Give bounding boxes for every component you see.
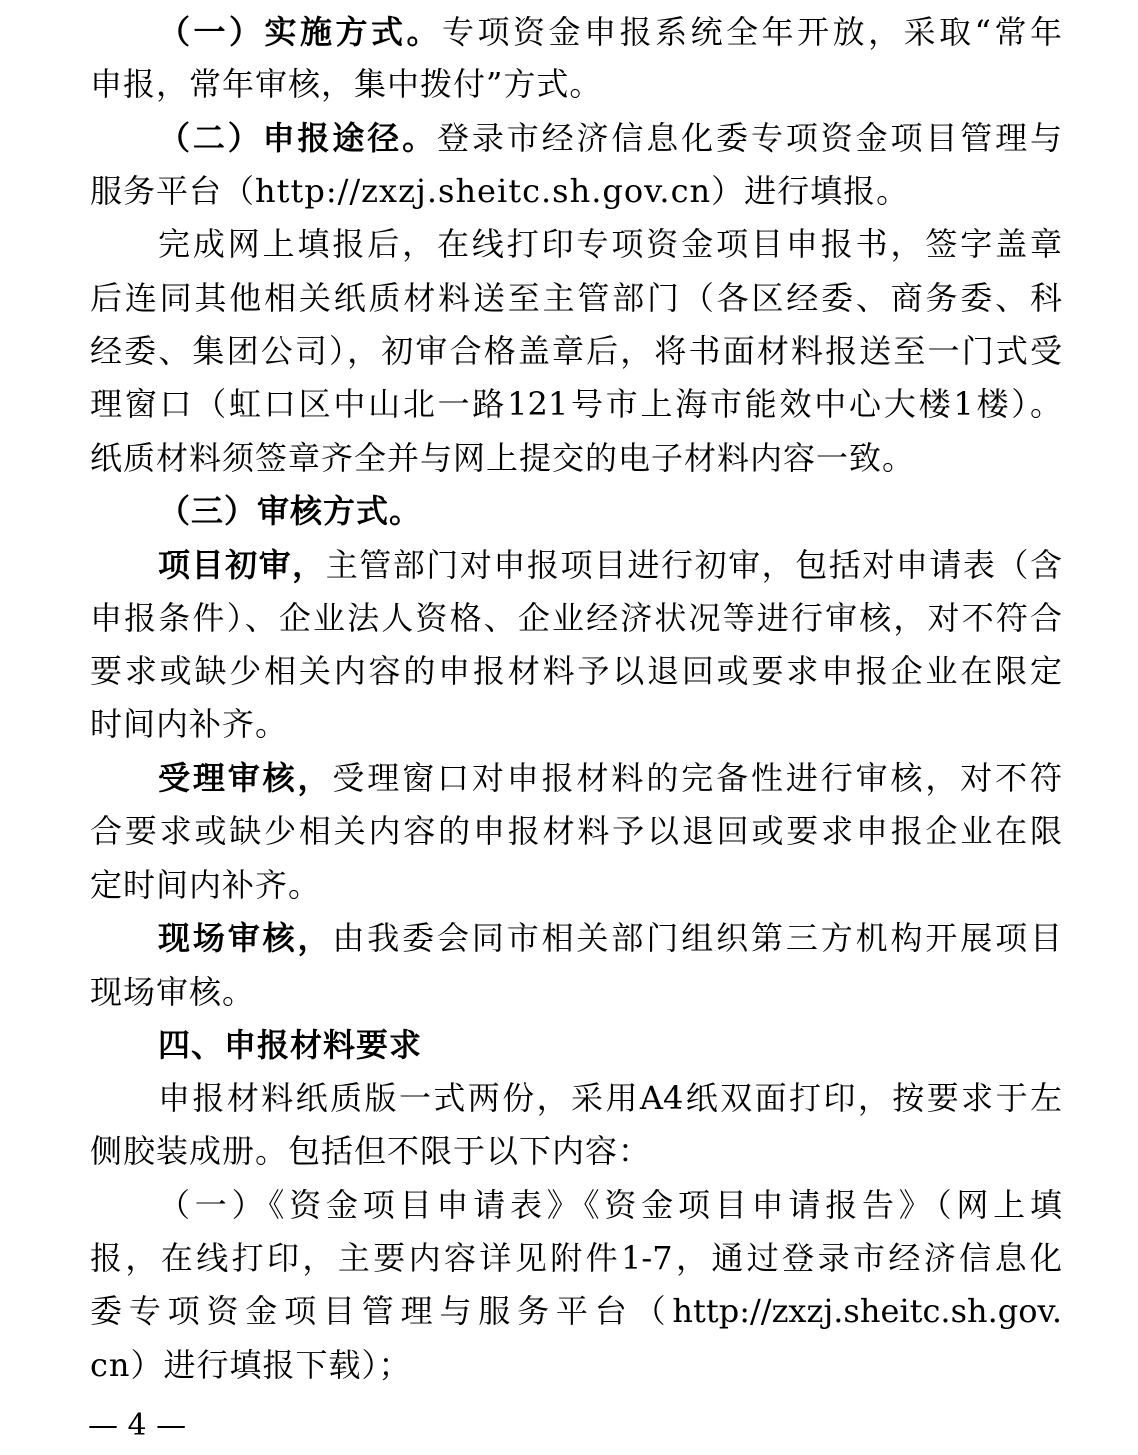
paragraph-line: （一）《资金项目申请表》《资金项目申请报告》（网上填 bbox=[158, 1186, 1062, 1224]
paragraph-line bbox=[158, 545, 1062, 585]
paragraph-line: 委专项资金项目管理与服务平台（http://zxzj.sheitc.sh.gov. bbox=[90, 1292, 1062, 1330]
paragraph-line: 纸质材料须签章齐全并与网上提交的电子材料内容一致。 bbox=[90, 439, 916, 477]
paragraph-line: 要求或缺少相关内容的申报材料予以退回或要求申报企业在限定 bbox=[90, 652, 1062, 690]
paragraph-line: 时间内补齐。 bbox=[90, 705, 289, 743]
paragraph-line bbox=[158, 918, 1062, 958]
subsection-heading: 现场审核， bbox=[158, 919, 333, 957]
paragraph-line: 报，在线打印，主要内容详见附件1-7，通过登录市经济信息化 bbox=[90, 1239, 1062, 1277]
paragraph-text: 登录市经济信息化委专项资金项目管理与 bbox=[437, 119, 1062, 157]
paragraph-line bbox=[158, 758, 1062, 798]
paragraph-text: 主管部门对申报项目进行初审，包括对申请表（含 bbox=[325, 546, 1062, 584]
paragraph-line: 后连同其他相关纸质材料送至主管部门（各区经委、商务委、科 bbox=[90, 279, 1062, 317]
subsection-heading: 受理审核， bbox=[158, 759, 333, 797]
page-number: — 4 — bbox=[88, 1408, 187, 1443]
section-heading: （二）申报途径。 bbox=[158, 119, 438, 157]
paragraph-text: 专项资金申报系统全年开放，采取“常年 bbox=[442, 13, 1062, 51]
paragraph-line bbox=[158, 12, 1062, 52]
paragraph-line: 完成网上填报后，在线打印专项资金项目申报书，签字盖章 bbox=[158, 225, 1062, 263]
section-heading: （三）审核方式。 bbox=[158, 492, 423, 530]
paragraph-line: 申报，常年审核，集中拨付”方式。 bbox=[90, 65, 603, 103]
paragraph-text: 由我委会同市相关部门组织第三方机构开展项目 bbox=[332, 919, 1062, 957]
chapter-heading: 四、申报材料要求 bbox=[158, 1026, 423, 1064]
paragraph-line: 侧胶装成册。包括但不限于以下内容： bbox=[90, 1132, 652, 1170]
paragraph-line: 申报条件）、企业法人资格、企业经济状况等进行审核，对不符合 bbox=[90, 599, 1062, 637]
paragraph-line bbox=[158, 118, 1062, 158]
paragraph-line: 理窗口（虹口区中山北一路121号市上海市能效中心大楼1楼）。 bbox=[90, 385, 1062, 423]
paragraph-line: 经委、集团公司），初审合格盖章后，将书面材料报送至一门式受 bbox=[90, 332, 1062, 370]
paragraph-line: 服务平台（http://zxzj.sheitc.sh.gov.cn）进行填报。 bbox=[90, 172, 910, 210]
paragraph-line: 申报材料纸质版一式两份，采用A4纸双面打印，按要求于左 bbox=[158, 1079, 1062, 1117]
paragraph-text: 受理窗口对申报材料的完备性进行审核，对不符 bbox=[332, 759, 1062, 797]
paragraph-line: cn）进行填报下载）； bbox=[90, 1346, 412, 1384]
paragraph-line: 合要求或缺少相关内容的申报材料予以退回或要求申报企业在限 bbox=[90, 812, 1062, 850]
paragraph-line: 现场审核。 bbox=[90, 973, 256, 1011]
section-heading: （一）实施方式。 bbox=[158, 13, 443, 51]
paragraph-line: 定时间内补齐。 bbox=[90, 866, 322, 904]
subsection-heading: 项目初审， bbox=[158, 546, 326, 584]
